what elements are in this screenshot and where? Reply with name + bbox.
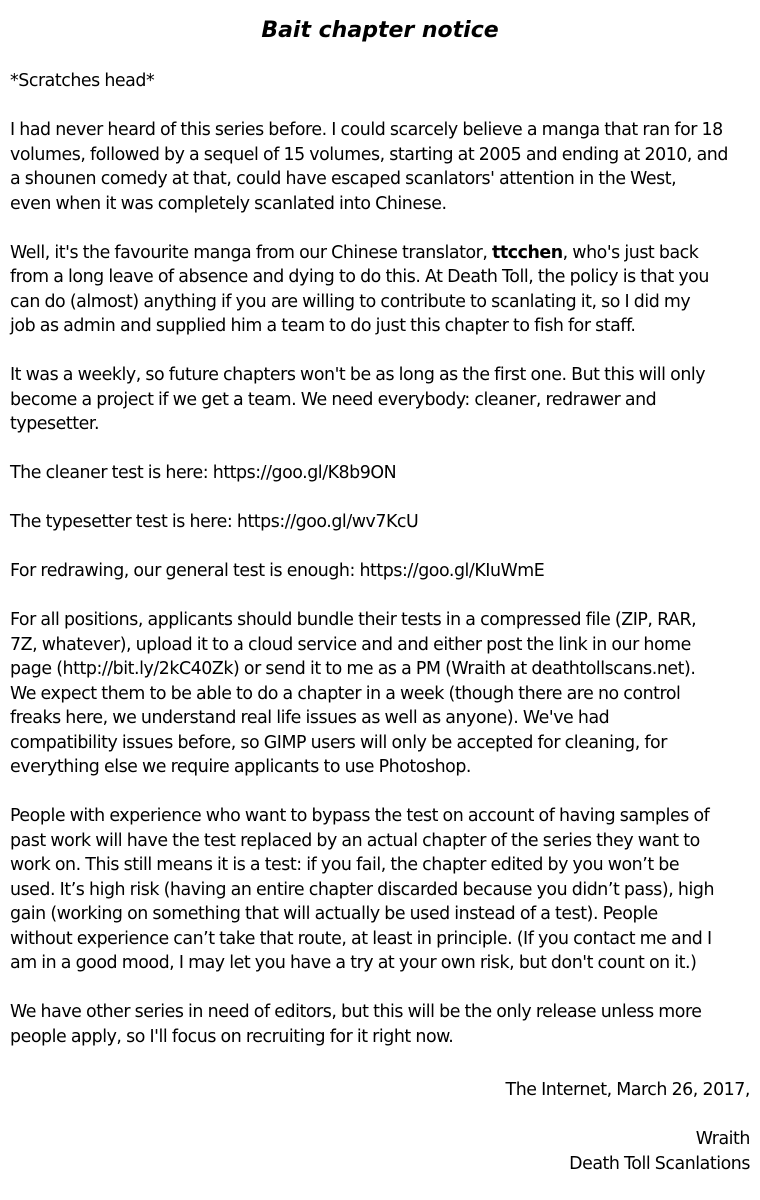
paragraph-line: even when it was completely scanlated into Chinese. bbox=[10, 193, 447, 214]
paragraph-line: from a long leave of absence and dying to do this. At Death Toll, the policy is that you bbox=[10, 267, 709, 287]
paragraph-line: without experience can’t take that route, at least in principle. (If you contact me and I bbox=[10, 928, 712, 949]
paragraph-line: a shounen comedy at that, could have escaped scanlators' attention in the West, bbox=[10, 169, 677, 189]
paragraph-line: 7Z, whatever), upload it to a cloud service and and either post the link in our home bbox=[10, 634, 691, 655]
paragraph-line: typesetter. bbox=[10, 414, 100, 434]
paragraph-line: become a project if we get a team. We need everybody: cleaner, redrawer and bbox=[10, 389, 657, 410]
translator-name: ttcchen bbox=[492, 242, 563, 263]
notice-body bbox=[10, 69, 755, 1049]
paragraph-line: volumes, followed by a sequel of 15 volumes, starting at 2005 and ending at 2010, and bbox=[10, 144, 728, 165]
paragraph-line: People with experience who want to bypass the test on account of having samples of bbox=[10, 806, 710, 826]
paragraph-line: freaks here, we understand real life issues as well as anyone). We've had bbox=[10, 708, 610, 728]
paragraph-line: gain (working on something that will actually be used instead of a test). People bbox=[10, 904, 658, 924]
paragraph-line: am in a good mood, I may let you have a try at your own risk, but don't count on it.) bbox=[10, 953, 697, 973]
paragraph-line: For all positions, applicants should bundle their tests in a compressed file (ZIP, RAR, bbox=[10, 610, 697, 630]
paragraph-line: It was a weekly, so future chapters won't be as long as the first one. But this will only bbox=[10, 365, 706, 385]
paragraph-line: used. It’s high risk (having an entire chapter discarded because you didn’t pass), high bbox=[10, 879, 715, 900]
paragraph-line: The typesetter test is here: https://goo.gl/wv7KcU bbox=[10, 512, 419, 532]
cleaner-test-line bbox=[10, 461, 755, 486]
opening-line bbox=[10, 69, 755, 94]
paragraph-line: I had never heard of this series before. I could scarcely believe a manga that ran for 18 bbox=[10, 120, 723, 140]
redraw-test-line bbox=[10, 559, 755, 584]
paragraph-line: work on. This still means it is a test: if you fail, the chapter edited by you won’t be bbox=[10, 855, 680, 875]
paragraph-experience bbox=[10, 804, 755, 976]
paragraph-line: *Scratches head* bbox=[10, 71, 155, 91]
paragraph-intro bbox=[10, 118, 755, 216]
signature-author: Wraith bbox=[695, 1129, 750, 1149]
paragraph-weekly bbox=[10, 363, 755, 437]
paragraph-other-series bbox=[10, 1000, 755, 1049]
paragraph-line: We expect them to be able to do a chapter in a week (though there are no control bbox=[10, 683, 681, 704]
paragraph-line: For redrawing, our general test is enough: https://goo.gl/KIuWmE bbox=[10, 561, 545, 581]
paragraph-line: everything else we require applicants to use Photoshop. bbox=[10, 757, 472, 777]
notice-title: Bait chapter notice bbox=[261, 18, 499, 43]
paragraph-line: people apply, so I'll focus on recruiting for it right now. bbox=[10, 1026, 454, 1047]
paragraph-line: can do (almost) anything if you are willing to contribute to scanlating it, so I did my bbox=[10, 291, 691, 312]
paragraph-line: job as admin and supplied him a team to do just this chapter to fish for staff. bbox=[10, 316, 636, 336]
paragraph-translator bbox=[10, 241, 755, 339]
typesetter-test-line bbox=[10, 510, 755, 535]
paragraph-line bbox=[10, 241, 755, 266]
paragraph-line: compatibility issues before, so GIMP users will only be accepted for cleaning, for bbox=[10, 732, 667, 753]
signature-group: Death Toll Scanlations bbox=[569, 1153, 750, 1174]
paragraph-line: page (http://bit.ly/2kC40Zk) or send it to me as a PM (Wraith at deathtollscans.net). bbox=[10, 659, 696, 679]
line-text: , who's just back bbox=[562, 242, 699, 263]
paragraph-line: We have other series in need of editors, but this will be the only release unless more bbox=[10, 1002, 702, 1022]
line-text: Well, it's the favourite manga from our Chinese translator, bbox=[10, 242, 492, 263]
paragraph-positions bbox=[10, 608, 755, 780]
paragraph-line: past work will have the test replaced by an actual chapter of the series they want to bbox=[10, 830, 700, 851]
paragraph-line: The cleaner test is here: https://goo.gl/K8b9ON bbox=[10, 463, 397, 483]
signature-place-date: The Internet, March 26, 2017, bbox=[505, 1080, 750, 1100]
